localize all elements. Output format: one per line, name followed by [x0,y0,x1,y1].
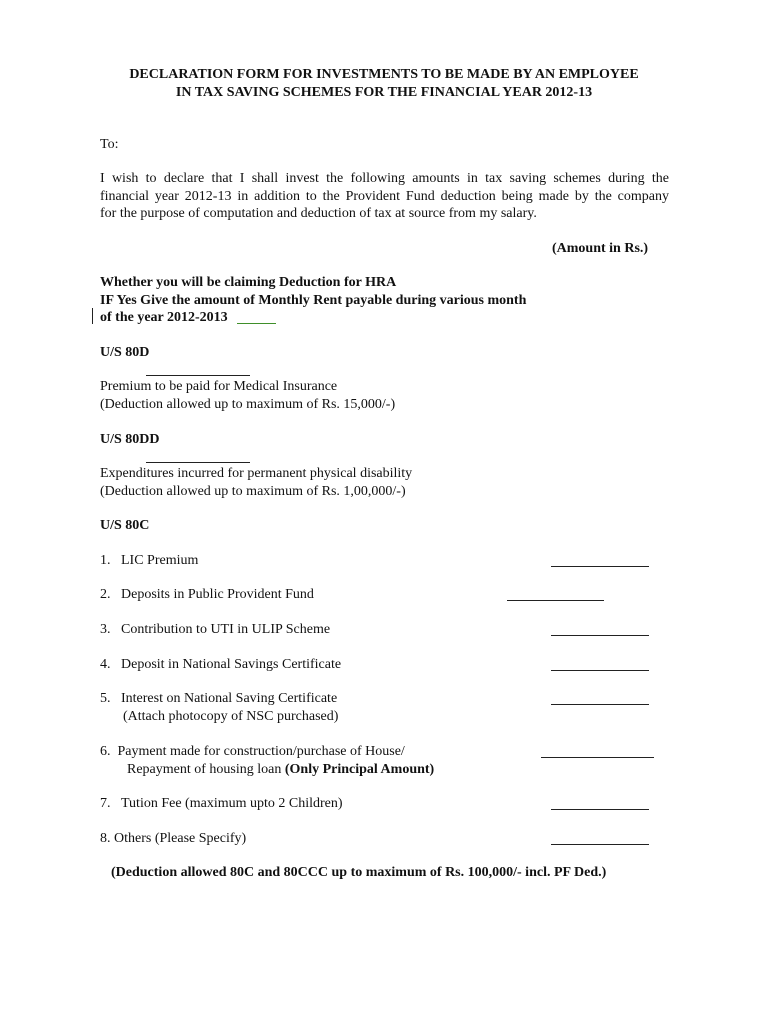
tuition-amount-blank[interactable] [551,809,649,810]
section-80c-item-lic: 1. LIC Premium [100,553,199,568]
housing-amount-blank[interactable] [541,757,654,758]
section-80c-item-ulip: 3. Contribution to UTI in ULIP Scheme [100,622,331,637]
amount-unit-note: (Amount in Rs.) [552,241,649,256]
text-cursor [92,308,93,324]
section-80c-item-nsc: 4. Deposit in National Savings Certificate [100,657,342,672]
to-label: To: [100,137,119,152]
section-80dd-amount-blank[interactable] [146,462,250,463]
intro-line-2: financial year 2012-13 in addition to the Provident Fund deduction being made by the company [100,189,669,204]
form-title-line-1: DECLARATION FORM FOR INVESTMENTS TO BE MADE BY AN EMPLOYEE [129,67,639,82]
form-title-line-2: IN TAX SAVING SCHEMES FOR THE FINANCIAL YEAR 2012-13 [175,85,593,100]
section-80d-limit: (Deduction allowed up to maximum of Rs. 15,000/-) [100,397,396,412]
hra-instruction: IF Yes Give the amount of Monthly Rent payable during various month [100,293,527,308]
section-80c-item-ppf: 2. Deposits in Public Provident Fund [100,587,314,602]
section-80c-item-housing: 6. Payment made for construction/purchase of House/ [100,744,405,759]
others-amount-blank[interactable] [551,844,649,845]
intro-line-3: for the purpose of computation and deduction of tax at source from my salary. [100,206,537,221]
section-80c-heading: U/S 80C [100,518,150,533]
section-80dd-description: Expenditures incurred for permanent physical disability [100,466,413,481]
ppf-amount-blank[interactable] [507,600,604,601]
hra-question: Whether you will be claiming Deduction for HRA [100,275,397,290]
housing-loan-principal-note: (Only Principal Amount) [284,762,435,777]
housing-loan-line [127,761,434,778]
hra-amount-blank[interactable] [237,323,276,324]
nsc-amount-blank[interactable] [551,670,649,671]
section-80dd-heading: U/S 80DD [100,432,160,447]
section-80d-amount-blank[interactable] [146,375,250,376]
section-80c-item-tuition: 7. Tution Fee (maximum upto 2 Children) [100,796,343,811]
housing-loan-text: Repayment of housing loan [127,762,282,777]
section-80d-heading: U/S 80D [100,345,150,360]
section-80d-description: Premium to be paid for Medical Insurance [100,379,338,394]
section-80c-limit-footer: (Deduction allowed 80C and 80CCC up to maximum of Rs. 100,000/- incl. PF Ded.) [111,865,607,880]
section-80c-item-nsc-interest: 5. Interest on National Saving Certificate [100,691,338,706]
lic-amount-blank[interactable] [551,566,649,567]
intro-line-1: I wish to declare that I shall invest the following amounts in tax saving schemes during the [100,171,669,186]
ulip-amount-blank[interactable] [551,635,649,636]
nsc-interest-amount-blank[interactable] [551,704,649,705]
nsc-interest-note: (Attach photocopy of NSC purchased) [123,709,339,724]
section-80dd-limit: (Deduction allowed up to maximum of Rs. 1,00,000/-) [100,484,406,499]
section-80c-item-others: 8. Others (Please Specify) [100,831,247,846]
hra-year-label: of the year 2012-2013 [100,310,228,325]
